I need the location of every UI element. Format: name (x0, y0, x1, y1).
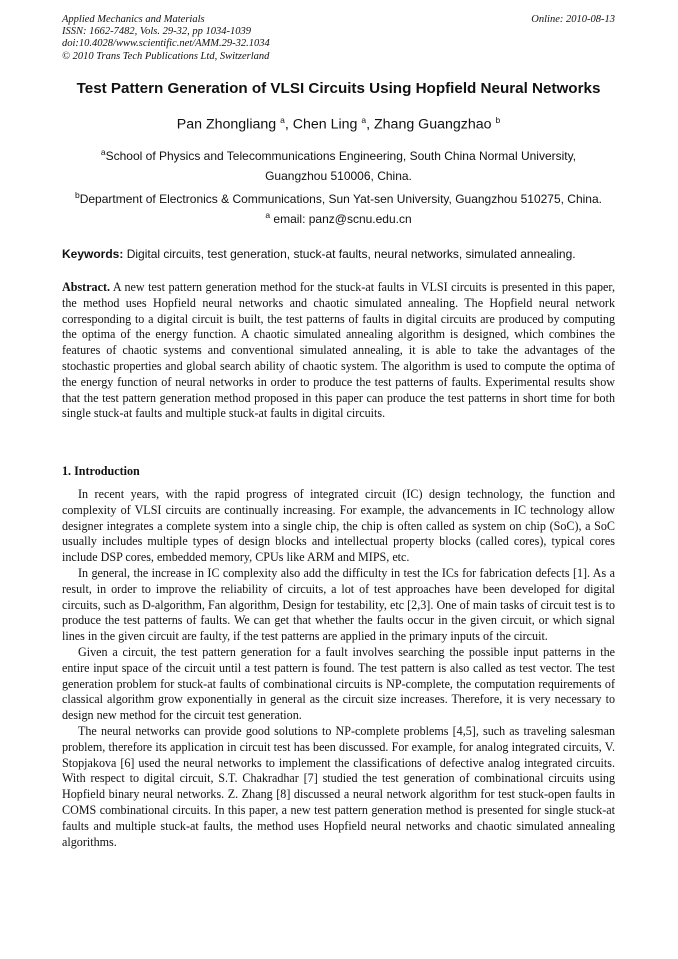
author-name: Pan Zhongliang (176, 116, 277, 133)
doi-line: doi:10.4028/www.scientific.net/AMM.29-32.1034 (62, 38, 270, 50)
email-line (62, 210, 615, 226)
author-separator: , (366, 116, 374, 133)
keywords-text: Digital circuits, test generation, stuck-at faults, neural networks, simulated annealing. (126, 247, 576, 261)
affiliation-mark: b (74, 190, 80, 200)
paragraph: In recent years, with the rapid progress of integrated circuit (IC) design technology, the function and complexity of VLSI circuits are continually increasing. For example, the advancements in IC technology allow designer integrates a complete system into a single chip, the chip is often called as system on chip (SoC), a SoC usually includes multiple types of design blocks and intellectual property blocks (called cores), typical cores include DSP cores, embedded memory, CPUs like ARM and MIPS, etc. (62, 487, 615, 565)
author-affiliation-mark: a (280, 115, 285, 125)
author-name: Chen Ling (292, 116, 358, 133)
email-address: email: panz@scnu.edu.cn (273, 212, 412, 226)
affiliation-mark: a (100, 147, 106, 157)
author-affiliation-mark: b (495, 115, 501, 125)
introduction-body (62, 487, 615, 850)
abstract-text: A new test pattern generation method for the stuck-at faults in VLSI circuits is presented in this paper, the method uses Hopfield neural networks and chaotic simulated annealing. The Hopfield neural network corresponding to a digital circuit is built, the test patterns of faults in digital circuits are produced by computing the optima of the energy function. A chaotic simulated annealing algorithm is designed, which combines the features of chaotic systems and conventional simulated annealing, it is able to take the advantages of the stochastic properties and global search ability of chaotic system. The algorithm is used to compute the optima of the energy function of neural networks in order to produce the test patterns of faults. Experimental results show that the test pattern generation method proposed in this paper can produce the test patterns in short time for both single stuck-at faults and multiple stuck-at faults in digital circuits. (62, 280, 615, 421)
online-date: Online: 2010-08-13 (531, 14, 615, 25)
affiliation-mark: a (265, 210, 271, 220)
running-header (62, 14, 615, 63)
section-heading: 1. Introduction (62, 464, 140, 478)
affiliation-a-line2: Guangzhou 510006, China. (265, 169, 412, 183)
author-list (62, 115, 615, 133)
keywords (62, 247, 615, 261)
paper-title: Test Pattern Generation of VLSI Circuits Using Hopfield Neural Networks (76, 80, 601, 97)
author-affiliation-mark: a (361, 115, 367, 125)
affiliation-a-line1 (62, 147, 615, 163)
abstract (62, 280, 615, 422)
paragraph: Given a circuit, the test pattern generation for a fault involves searching the possible input patterns in the entire input space of the circuit until a test pattern is found. The test pattern is also called as test vector. The test generation problem for stuck-at faults of combinational circuits is NP-complete, the computation requirements of classical algorithm grow exponentially in general as the circuit size increases. Therefore, it is very necessary to design new method for the circuit test generation. (62, 644, 615, 723)
affiliation-text: School of Physics and Telecommunications Engineering, South China Normal University, (105, 149, 577, 163)
affiliation-b (62, 190, 615, 206)
abstract-label: Abstract. (62, 280, 111, 294)
author-name: Zhang Guangzhao (374, 116, 492, 133)
paragraph: In general, the increase in IC complexity also add the difficulty in test the ICs for fabrication defects [1]. As a result, in order to improve the reliability of circuits, a lot of test approaches have been developed for digital circuits, such as D-algorithm, Fan algorithm, Design for testability, etc [2,3]. One of main tasks of circuit test is to produce the test patterns of faults. We can get that whether the faults occur in the given circuit, or which signal lines in the given circuit are faulty, if the test patterns are applied in the primary inputs of the circuit. (62, 565, 615, 644)
journal-name: Applied Mechanics and Materials (62, 14, 205, 25)
keywords-label: Keywords: (62, 247, 124, 261)
issn-line: ISSN: 1662-7482, Vols. 29-32, pp 1034-1039 (62, 26, 251, 38)
copyright-line: © 2010 Trans Tech Publications Ltd, Switzerland (62, 50, 270, 62)
affiliation-text: Department of Electronics & Communications, Sun Yat-sen University, Guangzhou 510275, China. (79, 192, 602, 206)
author-separator: , (284, 116, 293, 133)
paragraph: The neural networks can provide good solutions to NP-complete problems [4,5], such as traveling salesman problem, therefore its application in circuit test has been discussed. For example, for analog integrated circuits, V. Stopjakova [6] used the neural networks to implement the classifications of defective analog integrated circuits. With respect to digital circuit, S.T. Chakradhar [7] studied the test generation of combinational circuits using Hopfield binary neural networks. Z. Zhang [8] discussed a neural network algorithm for test stuck-open faults in COMS combinational circuits. In this paper, a new test pattern generation method is presented for single stuck-at faults and multiple stuck-at faults, the method uses Hopfield neural networks and chaotic simulated annealing algorithms. (62, 723, 615, 849)
